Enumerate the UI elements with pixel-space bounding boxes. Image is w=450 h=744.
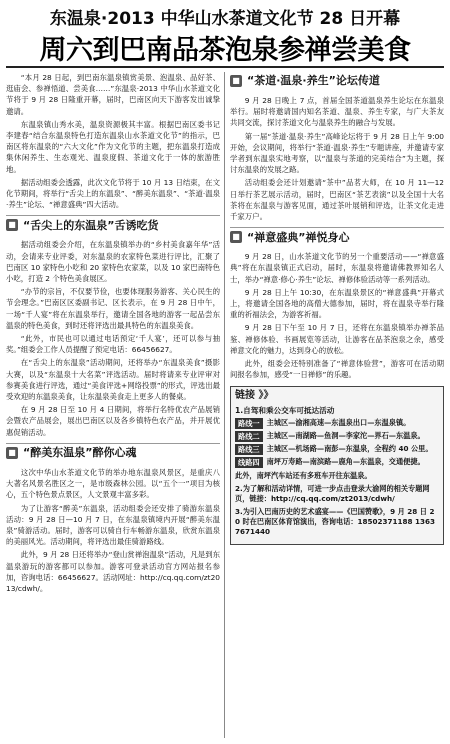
section-title: “舌尖上的东温泉”舌诱吃货: [23, 218, 159, 232]
section-title: “禅意盛典”禅悦身心: [247, 230, 350, 244]
article-paragraph: 此外，9 月 28 日还将举办“登山赏禅泡温泉”活动，凡是到东温泉游玩的游客都可以参加。游客可登录活动官方网站报名参加，咨询电话：66456627。活动网址：http://cq.qq.com/zt2013/cdwh/。: [6, 550, 220, 593]
route-text: 主城区—南湖路—鱼洞—李家沱—界石—东温泉。: [266, 430, 425, 440]
article-paragraph: 据活动组委会透露，此次文化节将于 10 月 13 日结束，在文化节期间，将举行“舌尖上的东温泉”、“醉美东温泉”、“茶道·温泉·养生”论坛、“禅意盛典”四大活动。: [6, 177, 220, 210]
route-tag: 路线三: [235, 444, 263, 455]
article-paragraph: 东温泉镇山秀水美，温泉资源极其丰富。根据巴南区委书记李建春“结合东温泉特色打造东温泉山水茶道文化节”的指示，巴南区将东温泉的“六大文化”作为文化节的主题，把东温泉打造成集休闲养生、生态观光、温泉度假、茶道文化于一体的旅游胜地。: [6, 119, 220, 174]
article-paragraph: 据活动组委会介绍，在东温泉镇举办的“乡村美食嘉年华”活动，会请来专业评委，对东温泉的农家特色菜进行评比，汇聚了巴南区 10 家特色小吃和 20 家特色农家菜，以及 10 家巴南特色小吃，打造 2 个特色美食展区。: [6, 240, 220, 284]
section-heading: [230, 227, 444, 246]
article-paragraph: 在“舌尖上的东温泉”活动期间，还将举办“东温泉美食”摄影大赛，以及“东温泉十大名菜”评选活动。届时将请来专业评审对参赛美食进行评选，通过“美食评选+网络投票”的形式，评选出最受欢迎的东温泉美食，让东温泉美食走上更多人的餐桌。: [6, 358, 220, 402]
article-paragraph: “此外，市民也可以通过电话预定‘千人宴’，还可以参与抽奖。”组委会工作人员提醒了预定电话：66456627。: [6, 334, 220, 355]
article-paragraph: 此外，组委会还特别准备了“禅意体验营”，游客可在活动期间报名参加，感受“一日禅修”的乐趣。: [230, 359, 444, 380]
section-title: “茶道·温泉·养生”论坛传道: [247, 74, 380, 88]
web-link-note[interactable]: 2.为了解和活动详情，可进一步点击登录大渝网的相关专题网页，链接：http://cq.qq.com/zt2013/cdwh/: [235, 483, 430, 503]
kicker: 东温泉·2013 中华山水茶道文化节 28 日开幕: [49, 9, 401, 29]
article-paragraph: 9 月 28 日上午 10:30，在东温泉景区的“禅意盛典”开幕式上，将邀请全国各地的高僧大德参加，届时，将在温泉寺举行隆重的祈福法会，为游客祈福。: [230, 287, 444, 320]
route-item: [235, 444, 439, 455]
route-text: 主城区—渝湘高速—东温泉出口—东温泉镇。: [266, 417, 411, 427]
article-paragraph: 活动组委会还计划邀请“茶中”品茗大师，在 10 月 11—12 日举行茶艺展示活动，届时，巴南区“茶艺表演”以及全国十大名茶将在东温泉与游客见面，通过茶叶展销和评选，让茶文化走进千家万户。: [230, 178, 444, 222]
article-paragraph: “本月 28 日起，到巴南东温泉镇赏美景、泡温泉、品好茶、逛庙会、参禅悟道、尝美食……”东温泉·2013 中华山水茶道文化节将于 9 月 28 日隆重开幕，届时，巴南区向天下游客发出诚挚邀请。: [6, 73, 220, 116]
section-bullet-icon: ■: [230, 231, 242, 243]
bus-note: 此外，南坪汽车站还有多班车开往东温泉。: [235, 470, 372, 480]
section-bullet-icon: ■: [230, 75, 242, 87]
column-divider: [224, 72, 225, 738]
article-paragraph: 9 月 28 日晚上 7 点，首届全国茶道温泉养生论坛在东温泉举行。届时将邀请国内知名茶道、温泉、养生专家，与广大茶友共同交流，探讨茶道文化与温泉养生的融合与发展。: [230, 96, 444, 128]
route-text: 主城区—机场路—南彭—东温泉，全程约 40 公里。: [266, 443, 433, 453]
route-item: [235, 431, 439, 442]
section-title: “醉美东温泉”醉你心魂: [23, 446, 137, 460]
link-box-title: 链接 》》: [235, 390, 274, 402]
section-heading: [230, 72, 444, 90]
article-paragraph: 为了让游客“醉美”东温泉，活动组委会还安排了骑游东温泉活动：9 月 28 日—10 月 7 日，在东温泉镇境内开展“醉美东温泉”骑游活动。届时，游客可以骑自行车畅游东温泉，欣赏东温泉的美丽风光。活动期间，将评选出最佳骑游路线。: [6, 503, 220, 547]
headline: 周六到巴南品茶泡泉参禅尝美食: [39, 35, 411, 66]
article-paragraph: “办节的宗旨，不仅要节俭，也要体现服务游客、关心民生的节会理念。”巴南区区委副书记、区长表示，在 9 月 28 日中午，一场“千人宴”将在东温泉举行，邀请全国各地的游客一起品尝东温泉的特色美食，到时还将评选出最具特色的东温泉美食。: [6, 287, 220, 330]
route-tag: 路线二: [235, 431, 263, 442]
article-paragraph: 9 月 28 日，山水茶道文化节的另一个重要活动——“禅意盛典”将在东温泉镇正式启动，届时，东温泉将邀请佛教界知名人士，举办“禅意·修心·养生”论坛、禅修体验活动等一系列活动。: [230, 252, 444, 284]
route-item: [235, 418, 439, 429]
section-bullet-icon: ■: [6, 447, 18, 459]
link-box-subtitle: 1.自驾和乘公交车可抵达活动: [235, 405, 335, 415]
section-heading: [6, 443, 220, 462]
info-link-box: [230, 386, 444, 544]
performance-note: 3.为引入巴南历史的艺术盛宴——《巴国赞歌》，9 月 28 日 20 时在巴南区体育馆演出，咨询电话：18502371188 13637671440: [235, 506, 436, 536]
route-tag: 线路四: [235, 457, 263, 468]
article-paragraph: 9 月 28 日下午至 10 月 7 日，还将在东温泉镇举办禅茶品鉴、禅修体验、书画展览等活动，让游客在品茶泡泉之余，感受禅意文化的魅力，达到身心的放松。: [230, 323, 444, 355]
article-paragraph: 第一届“茶道·温泉·养生”高峰论坛将于 9 月 28 日上午 9:00 开始，会议期间，将举行“茶道·温泉·养生”专题讲座，并邀请专家学者到东温泉实地考察，以“温泉与茶道的完美结合”为主题，探讨东温泉的发展之路。: [230, 131, 444, 175]
route-text: 南坪万寿路—南滨路—鹿角—东温泉，交通便捷。: [266, 456, 425, 466]
article-paragraph: 在 9 月 28 日至 10 月 4 日期间，将举行名特优农产品展销会暨农产品展会，展出巴南区以及各乡镇特色农产品，并开展优惠促销活动。: [6, 405, 220, 437]
headline-rule: [6, 66, 444, 68]
left-column: [6, 72, 220, 740]
section-bullet-icon: ■: [6, 219, 18, 231]
article-paragraph: 这次中华山水茶道文化节的举办地东温泉风景区，是重庆八大著名风景名胜区之一，是市级森林公园。以“五个一”项目为核心，五个特色景点景区，人文景观丰富多彩。: [6, 467, 220, 500]
right-column: [230, 72, 444, 740]
route-item: [235, 457, 439, 468]
section-heading: [6, 215, 220, 234]
route-tag: 路线一: [235, 418, 263, 429]
